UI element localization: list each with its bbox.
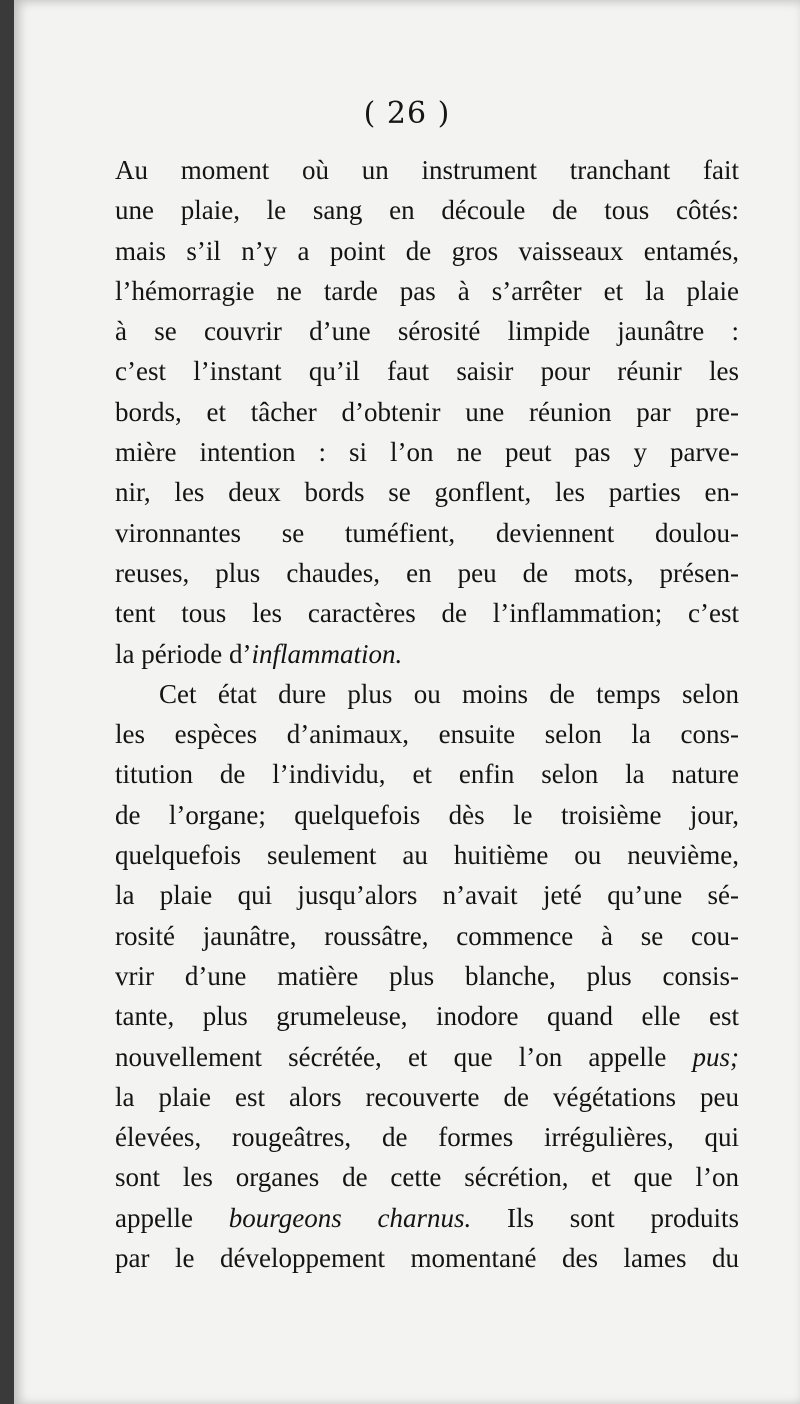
text-line: c’est l’instant qu’il faut saisir pour réunir les <box>115 356 739 387</box>
text-line <box>115 634 739 674</box>
text-segment: la période d’ <box>115 638 252 669</box>
text-line: Au moment où un instrument tranchant fait <box>115 155 739 185</box>
text-line: la plaie est alors recouverte de végétations peu <box>115 1081 739 1112</box>
text-line: bords, et tâcher d’obtenir une réunion par pre- <box>115 396 739 427</box>
text-line: mais s’il n’y a point de gros vaisseaux entamés, <box>115 235 739 266</box>
text-line: vrir d’une matière plus blanche, plus consis- <box>115 960 739 991</box>
text-line: tante, plus grumeleuse, inodore quand elle est <box>115 1001 739 1032</box>
text-segment: nouvellement sécrétée, et que l’on appelle <box>115 1041 693 1072</box>
text-line: tent tous les caractères de l’inflammation; c’est <box>115 598 739 629</box>
text-line: l’hémorragie ne tarde pas à s’arrêter et la plaie <box>115 275 739 306</box>
italic-term: bourgeons charnus. <box>228 1202 472 1233</box>
text-line: les espèces d’animaux, ensuite selon la cons- <box>115 719 739 750</box>
text-line: rosité jaunâtre, roussâtre, commence à se cou- <box>115 920 739 951</box>
body-text <box>115 150 739 1278</box>
text-line: mière intention : si l’on ne peut pas y parve- <box>115 437 739 468</box>
text-segment: Ils sont produits <box>471 1202 739 1233</box>
text-line: reuses, plus chaudes, en peu de mots, présen- <box>115 557 739 588</box>
text-line: élevées, rougeâtres, de formes irrégulières, qui <box>115 1122 739 1153</box>
italic-term: inflammation. <box>251 638 403 669</box>
text-line: sont les organes de cette sécrétion, et que l’on <box>115 1162 739 1193</box>
text-line: quelquefois seulement au huitième ou neuvième, <box>115 840 739 871</box>
text-segment: appelle <box>115 1202 229 1233</box>
text-line: de l’organe; quelquefois dès le troisième jour, <box>115 799 739 830</box>
book-page <box>14 0 800 1404</box>
text-line: par le développement momentané des lames du <box>115 1243 739 1274</box>
text-line: vironnantes se tuméfient, deviennent doulou- <box>115 517 739 548</box>
text-line <box>115 1198 739 1238</box>
text-line: nir, les deux bords se gonflent, les parties en- <box>115 477 739 508</box>
text-line: à se couvrir d’une sérosité limpide jaunâtre : <box>115 316 739 347</box>
text-line: titution de l’individu, et enfin selon la nature <box>115 759 739 790</box>
text-line: la plaie qui jusqu’alors n’avait jeté qu’une sé- <box>115 880 739 911</box>
text-line: Cet état dure plus ou moins de temps selon <box>159 678 739 709</box>
page-number: ( 26 ) <box>363 96 451 131</box>
text-line: une plaie, le sang en découle de tous côtés: <box>115 195 739 226</box>
text-line <box>115 1037 739 1077</box>
italic-term: pus; <box>692 1041 739 1072</box>
